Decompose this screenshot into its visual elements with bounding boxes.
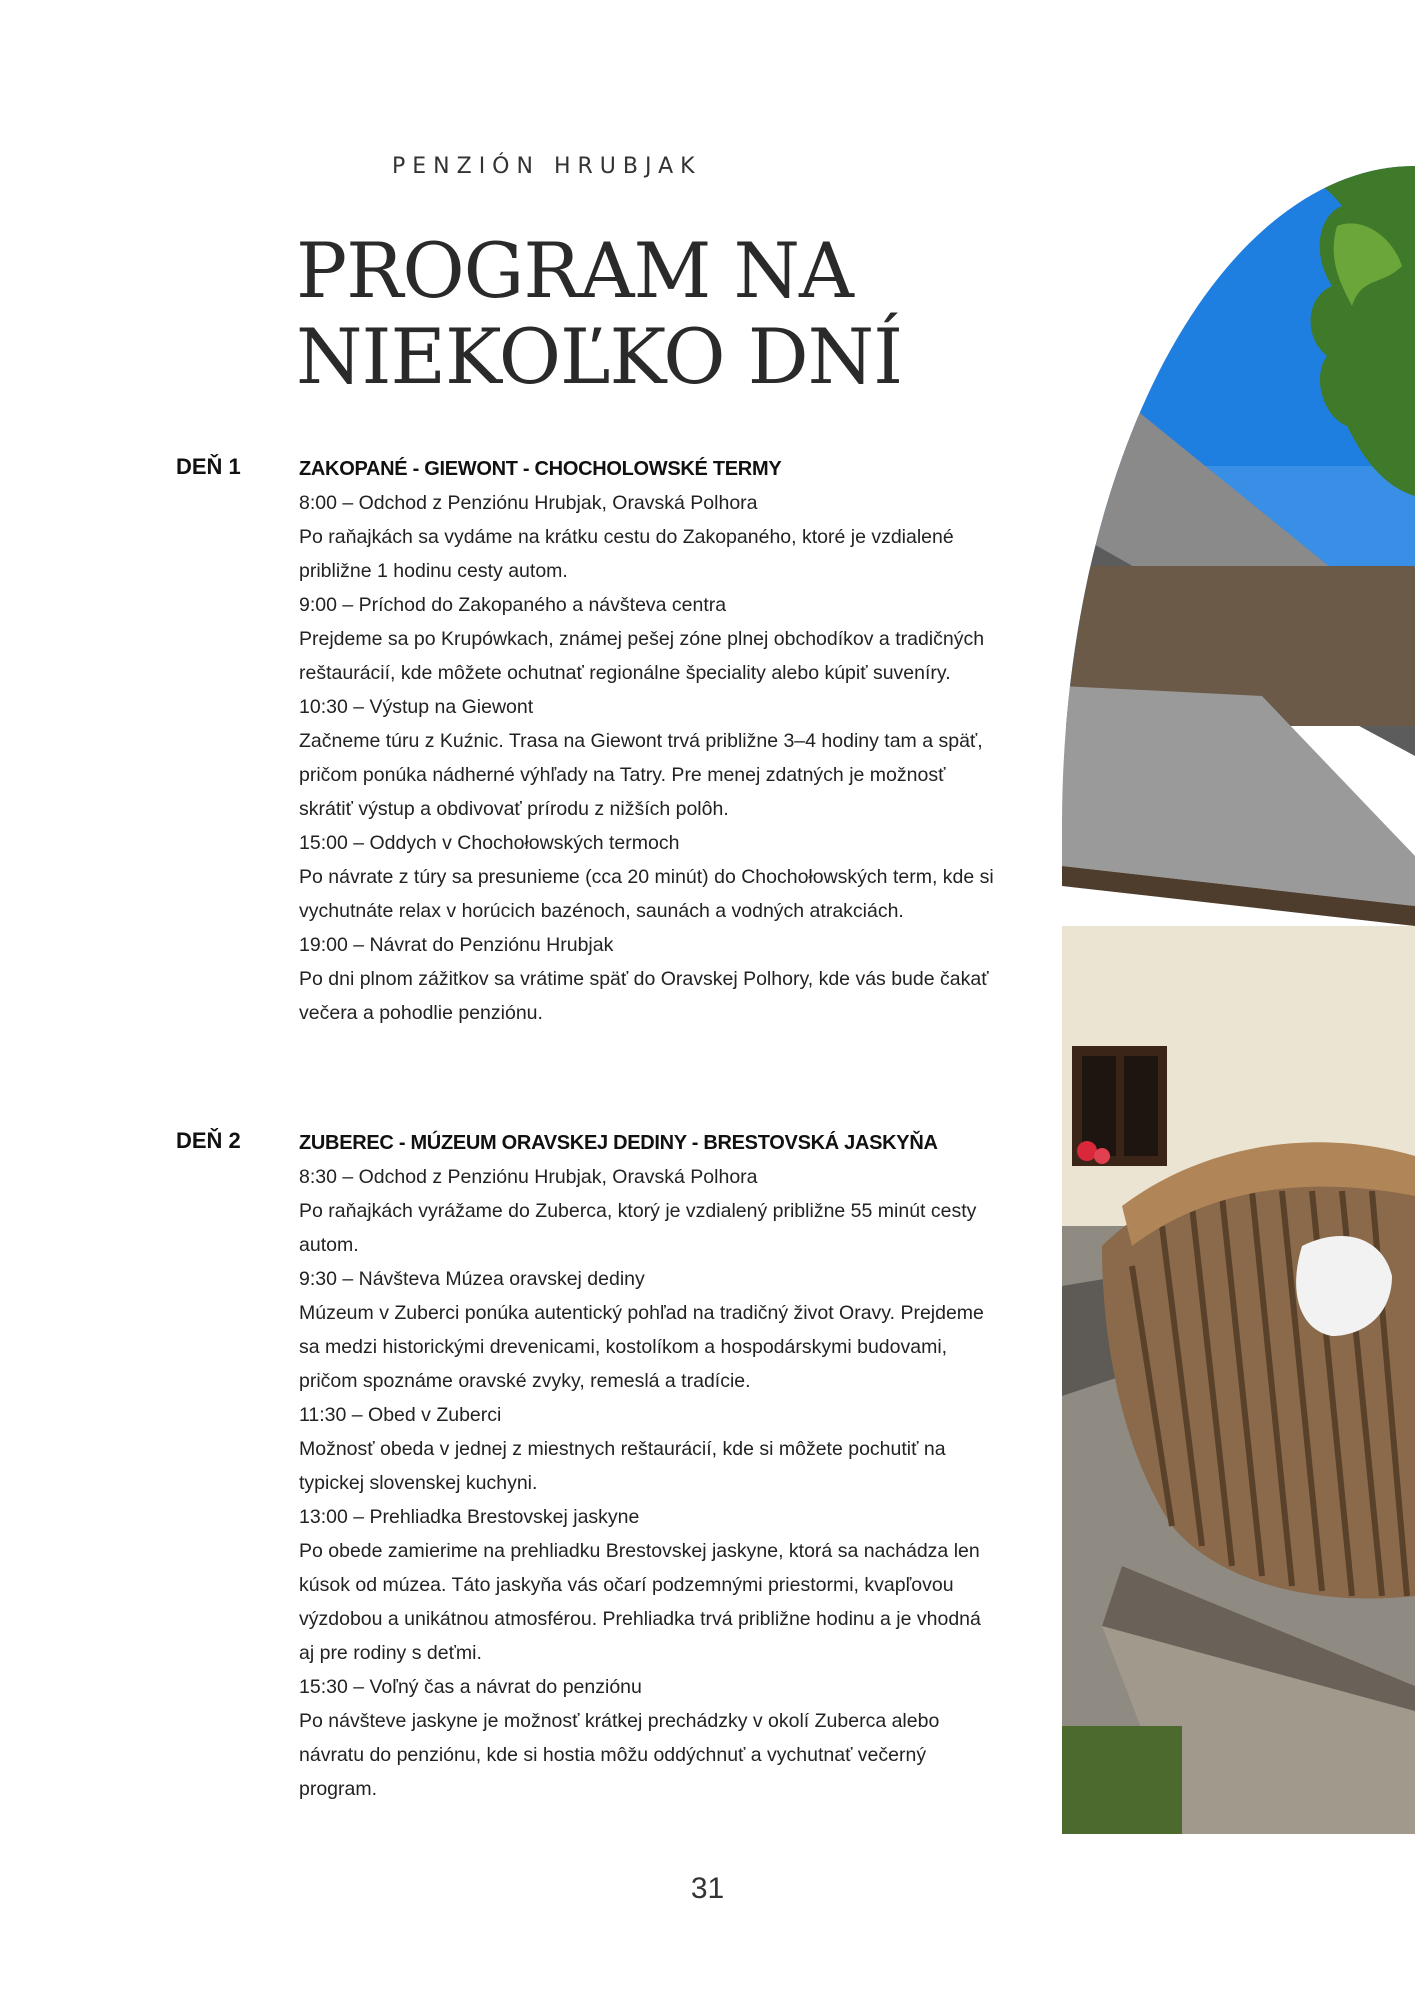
itinerary-entry	[299, 1500, 999, 1670]
itinerary-entry	[299, 1398, 999, 1500]
entry-description: Po raňajkách sa vydáme na krátku cestu do Zakopaného, ktoré je vzdialené približne 1 hodinu cesty autom.	[299, 526, 954, 582]
page-title-line-1: PROGRAM NA	[296, 226, 853, 315]
itinerary-entry	[299, 588, 999, 690]
window-pane	[1082, 1056, 1116, 1156]
itinerary-entry	[299, 1262, 999, 1398]
day-content	[299, 452, 999, 1030]
village-photo	[1062, 166, 1415, 1834]
entry-time: 9:00 – Príchod do Zakopaného a návšteva centra	[299, 594, 727, 616]
day-heading: ZUBEREC - MÚZEUM ORAVSKEJ DEDINY - BRESTOVSKÁ JASKYŇA	[299, 1132, 938, 1154]
entry-time: 15:30 – Voľný čas a návrat do penziónu	[299, 1676, 642, 1698]
entry-time: 11:30 – Obed v Zuberci	[299, 1404, 502, 1426]
itinerary-entry	[299, 928, 999, 1030]
entry-time: 9:30 – Návšteva Múzea oravskej dediny	[299, 1268, 645, 1290]
itinerary-entry	[299, 1670, 999, 1806]
itinerary-entry	[299, 1160, 999, 1262]
day-label: DEŇ 1	[176, 454, 241, 479]
flowers	[1077, 1141, 1097, 1161]
entry-description: Začneme túru z Kuźnic. Trasa na Giewont trvá približne 3–4 hodiny tam a späť, pričom ponúka nádherné výhľady na Tatry. Pre menej zdatných je možnosť skrátiť výstup a obdivovať prírodu z nižších polôh.	[299, 730, 983, 820]
page-number: 31	[690, 1872, 725, 1905]
entry-time: 19:00 – Návrat do Penziónu Hrubjak	[299, 934, 614, 956]
entry-description: Po obede zamierime na prehliadku Brestovskej jaskyne, ktorá sa nachádza len kúsok od múzea. Táto jaskyňa vás očarí podzemnými priestormi, kvapľovou výzdobou a unikátnou atmosférou. Prehliadka trvá približne hodinu a je vhodná aj pre rodiny s deťmi.	[299, 1540, 981, 1664]
entry-description: Prejdeme sa po Krupówkach, známej pešej zóne plnej obchodíkov a tradičných reštaurácií, kde môžete ochutnať regionálne špeciality alebo kúpiť suveníry.	[299, 628, 985, 684]
entry-time: 10:30 – Výstup na Giewont	[299, 696, 534, 718]
itinerary-entry	[299, 690, 999, 826]
day-heading: ZAKOPANÉ - GIEWONT - CHOCHOLOWSKÉ TERMY	[299, 458, 782, 480]
flowers	[1094, 1148, 1110, 1164]
entry-time: 13:00 – Prehliadka Brestovskej jaskyne	[299, 1506, 640, 1528]
village-photo-illustration	[1062, 166, 1415, 1834]
page-title-line-2: NIEKOĽKO DNÍ	[296, 312, 903, 401]
itinerary-entry	[299, 486, 999, 588]
entry-description: Po návrate z túry sa presunieme (cca 20 minút) do Chochołowských term, kde si vychutnáte relax v horúcich bazénoch, saunách a vodných atrakciách.	[299, 866, 994, 922]
entry-description: Múzeum v Zuberci ponúka autentický pohľad na tradičný život Oravy. Prejdeme sa medzi historickými drevenicami, kostolíkom a hospodárskymi budovami, pričom spoznáme oravské zvyky, remeslá a tradície.	[299, 1302, 984, 1392]
window-pane	[1124, 1056, 1158, 1156]
page-title	[296, 228, 902, 400]
entry-time: 15:00 – Oddych v Chochołowských termoch	[299, 832, 680, 854]
entry-time: 8:30 – Odchod z Penziónu Hrubjak, Oravská Polhora	[299, 1166, 758, 1188]
entry-description: Po raňajkách vyrážame do Zuberca, ktorý je vzdialený približne 55 minút cesty autom.	[299, 1200, 977, 1256]
entry-description: Možnosť obeda v jednej z miestnych reštaurácií, kde si môžete pochutiť na typickej slovenskej kuchyni.	[299, 1438, 946, 1494]
entry-description: Po návšteve jaskyne je možnosť krátkej prechádzky v okolí Zuberca alebo návratu do penziónu, kde si hostia môžu oddýchnuť a vychutnať večerný program.	[299, 1710, 940, 1800]
entry-time: 8:00 – Odchod z Penziónu Hrubjak, Oravská Polhora	[299, 492, 758, 514]
brand-name: PENZIÓN HRUBJAK	[392, 154, 702, 179]
day-label: DEŇ 2	[176, 1128, 241, 1153]
itinerary-entry	[299, 826, 999, 928]
day-content	[299, 1126, 999, 1806]
grass	[1062, 1726, 1182, 1834]
entry-description: Po dni plnom zážitkov sa vrátime späť do Oravskej Polhory, kde vás bude čakať večera a pohodlie penziónu.	[299, 968, 989, 1024]
